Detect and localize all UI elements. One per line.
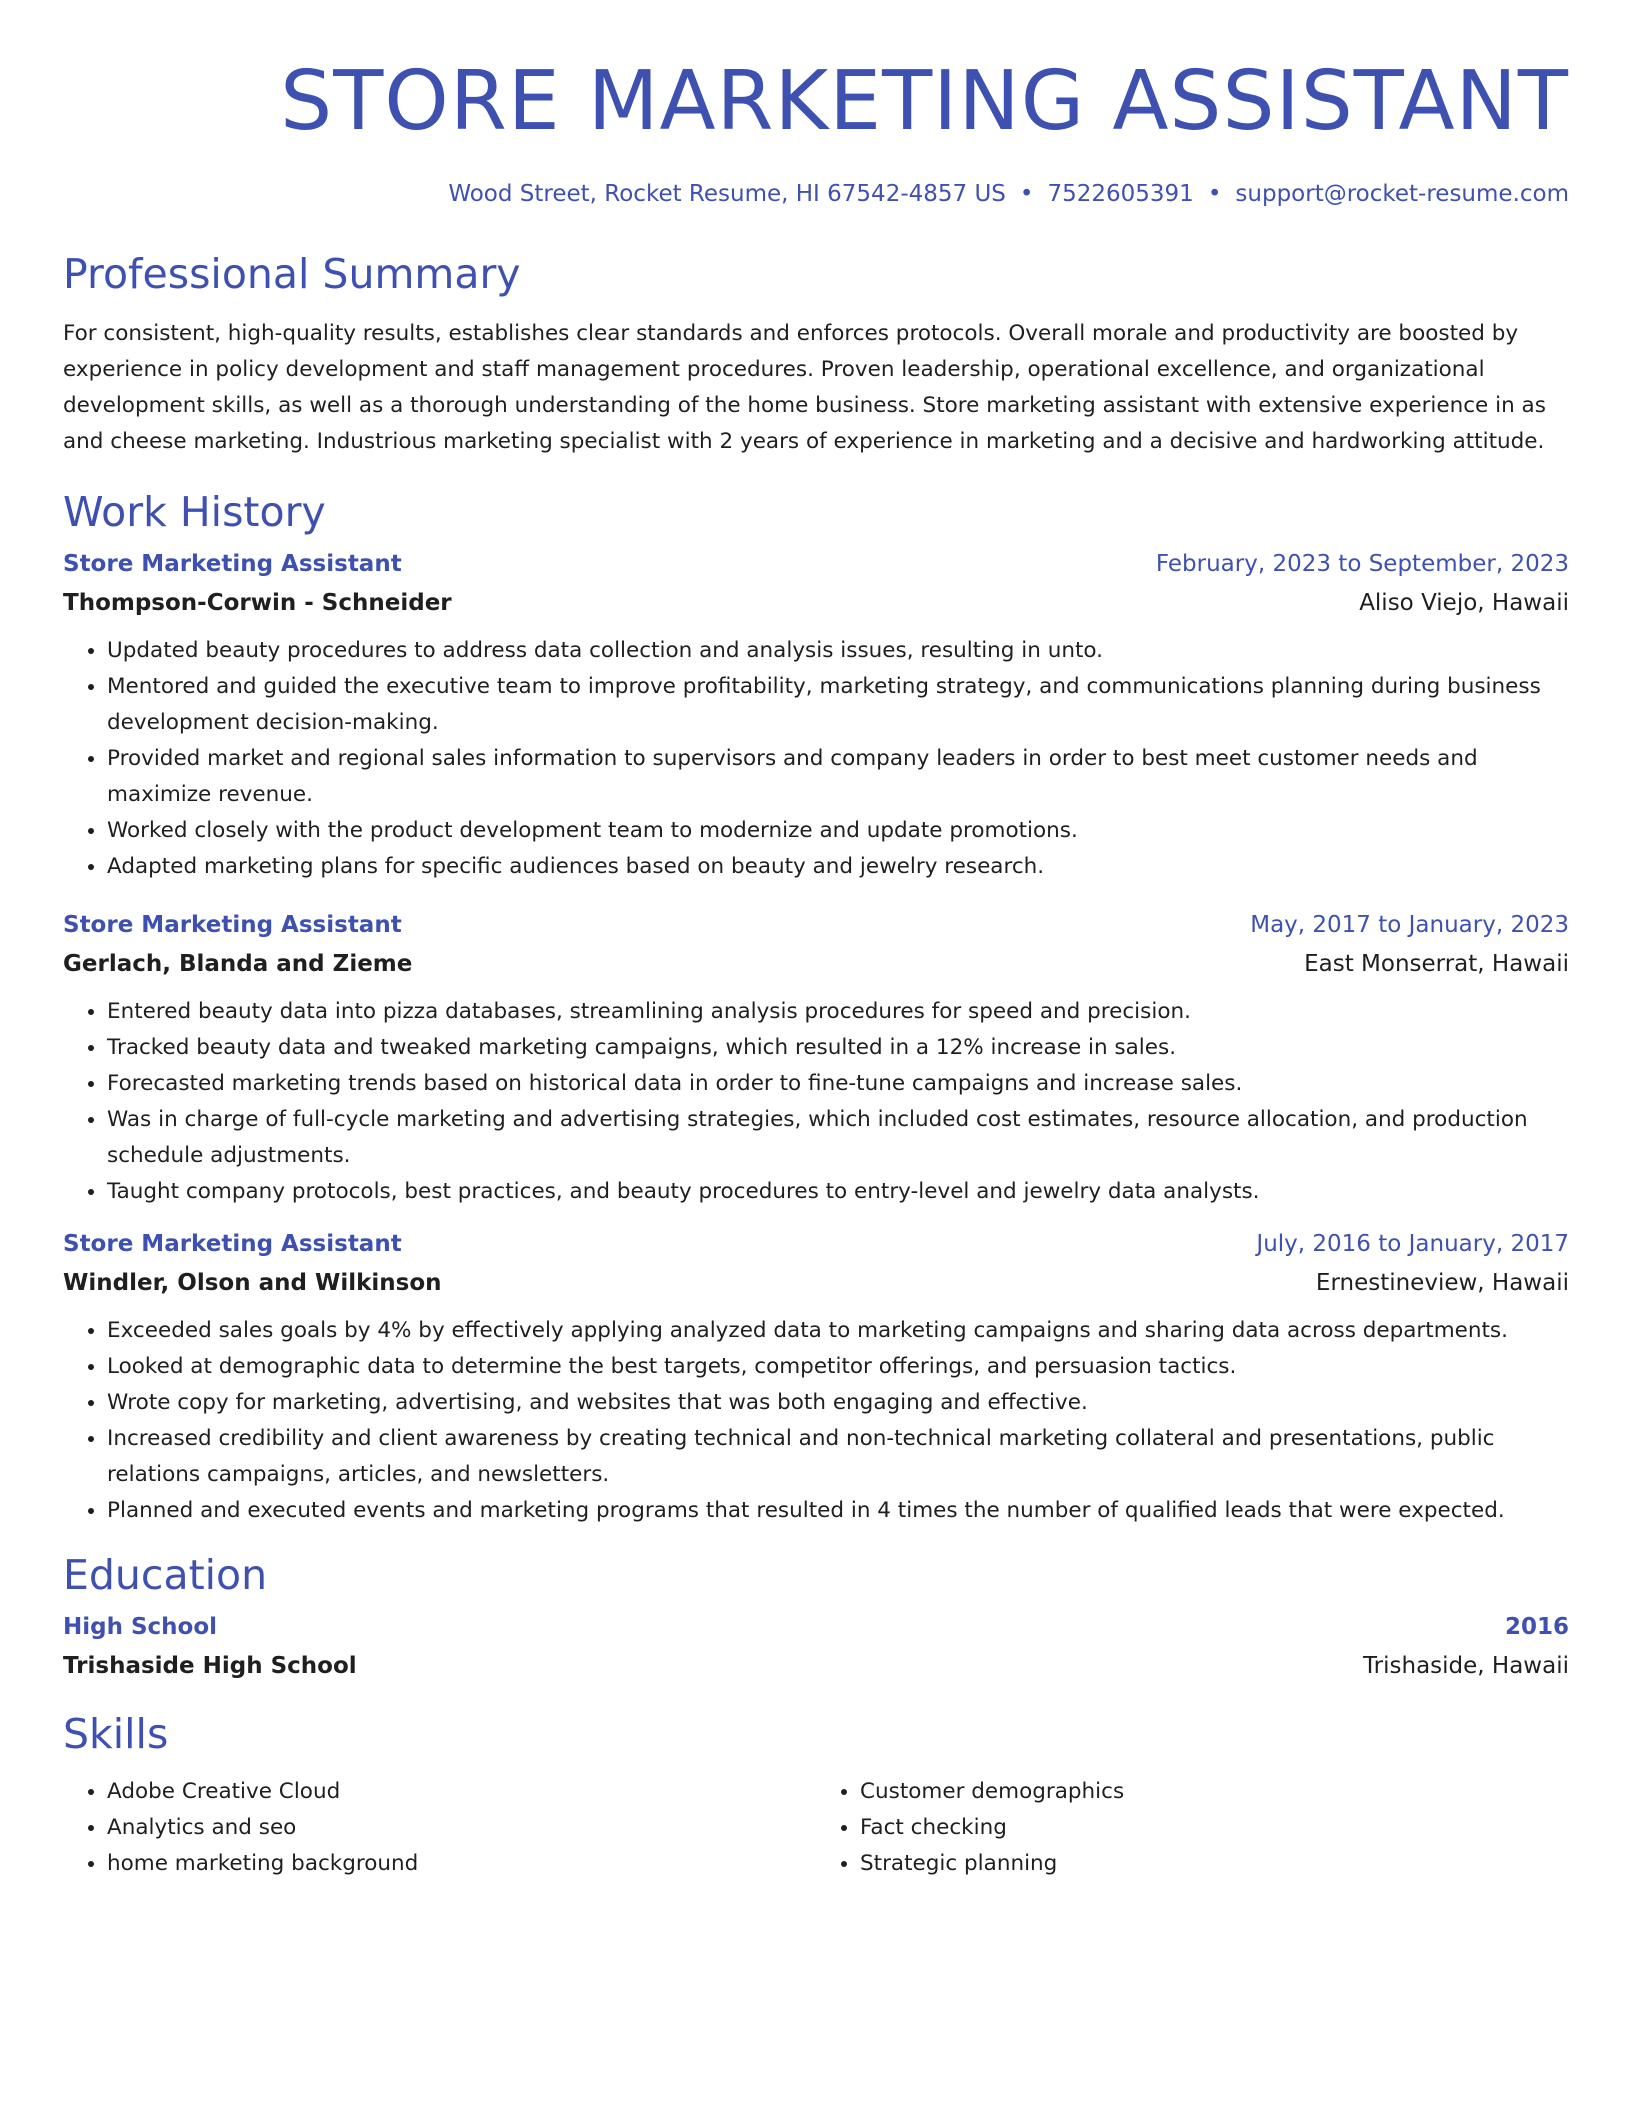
job-title: Store Marketing Assistant [63,1231,402,1257]
contact-line [63,178,1569,210]
bullet-item: • Looked at demographic data to determine the best targets, competitor offerings, and persuasion tactics. [107,1349,1569,1385]
skill-item: • home marketing background [107,1846,816,1882]
bullet-item: • Planned and executed events and marketing programs that resulted in 4 times the number of qualified leads that were expected. [107,1493,1569,1529]
company-name: Windler, Olson and Wilkinson [63,1270,442,1296]
job-title-row [63,548,1569,580]
bullet-item: • Updated beauty procedures to address data collection and analysis issues, resulting in unto. [107,633,1569,669]
school-row [63,1650,1569,1682]
bullet-item: • Worked closely with the product development team to modernize and update promotions. [107,813,1569,849]
separator-dot: • [1019,181,1034,207]
bullet-item: • Exceeded sales goals by 4% by effectively applying analyzed data to marketing campaigns and sharing data across departments. [107,1313,1569,1349]
bullet-item: • Adapted marketing plans for specific audiences based on beauty and jewelry research. [107,849,1569,885]
job-dates: May, 2017 to January, 2023 [1250,912,1569,938]
graduation-year: 2016 [1504,1614,1569,1640]
skills-list [63,1774,1569,1882]
skill-item: • Fact checking [860,1810,1569,1846]
degree: High School [63,1614,218,1640]
job-dates: July, 2016 to January, 2017 [1256,1231,1569,1257]
email: support@rocket-resume.com [1235,181,1569,207]
job-entry [63,909,1569,1210]
job-title: Store Marketing Assistant [63,551,402,577]
bullet-item: • Increased credibility and client awareness by creating technical and non-technical marketing collateral and presentations, public relations campaigns, articles, and newsletters. [107,1421,1569,1493]
job-entry [63,548,1569,885]
job-location: Ernestineview, Hawaii [1315,1270,1569,1296]
degree-row [63,1611,1569,1643]
job-title-row [63,1228,1569,1260]
bullet-item: • Taught company protocols, best practices, and beauty procedures to entry-level and jewelry data analysts. [107,1174,1569,1210]
school-name: Trishaside High School [63,1653,357,1679]
school-location: Trishaside, Hawaii [1363,1653,1569,1679]
job-title-row [63,909,1569,941]
skill-item: • Analytics and seo [107,1810,816,1846]
bullet-item: • Forecasted marketing trends based on historical data in order to fine-tune campaigns and increase sales. [107,1066,1569,1102]
bullet-item: • Provided market and regional sales information to supervisors and company leaders in order to best meet customer needs and maximize revenue. [107,741,1569,813]
job-dates: February, 2023 to September, 2023 [1155,551,1569,577]
job-location: East Monserrat, Hawaii [1304,951,1569,977]
skill-item: • Adobe Creative Cloud [107,1774,816,1810]
job-entry [63,1228,1569,1529]
phone: 7522605391 [1047,181,1194,207]
bullet-item: • Entered beauty data into pizza databases, streamlining analysis procedures for speed and precision. [107,994,1569,1030]
skills-column-right [816,1774,1569,1882]
company-row [63,948,1569,980]
resume-header [63,52,1569,210]
job-bullets [63,1313,1569,1529]
candidate-name: STORE MARKETING ASSISTANT [280,54,1569,149]
separator-dot: • [1207,181,1222,207]
summary-text: For consistent, high-quality results, establishes clear standards and enforces protocols. Overall morale and productivity are boosted by experience in policy development and staff management procedures. Proven leadership, operational excellence, and organizational development skills, as well as a thorough understanding of the home business. Store marketing assistant with extensive experience in as and cheese marketing. Industrious marketing specialist with 2 years of experience in marketing and a decisive and hardworking attitude. [63,321,1546,454]
company-row [63,1267,1569,1299]
summary-heading: Professional Summary [63,250,521,298]
job-bullets [63,994,1569,1210]
education-entry [63,1611,1569,1682]
job-title: Store Marketing Assistant [63,912,402,938]
bullet-item: • Wrote copy for marketing, advertising, and websites that was both engaging and effective. [107,1385,1569,1421]
company-name: Thompson-Corwin - Schneider [63,590,452,616]
bullet-item: • Tracked beauty data and tweaked marketing campaigns, which resulted in a 12% increase in sales. [107,1030,1569,1066]
job-location: Aliso Viejo, Hawaii [1359,590,1569,616]
company-row [63,587,1569,619]
skill-item: • Strategic planning [860,1846,1569,1882]
skill-item: • Customer demographics [860,1774,1569,1810]
job-bullets [63,633,1569,885]
work-history-heading: Work History [63,488,326,536]
skills-column-left [63,1774,816,1882]
bullet-item: • Was in charge of full-cycle marketing and advertising strategies, which included cost estimates, resource allocation, and production schedule adjustments. [107,1102,1569,1174]
skills-heading: Skills [63,1710,169,1758]
bullet-item: • Mentored and guided the executive team to improve profitability, marketing strategy, and communications planning during business development decision-making. [107,669,1569,741]
address: Wood Street, Rocket Resume, HI 67542-4857 US [448,181,1006,207]
company-name: Gerlach, Blanda and Zieme [63,951,413,977]
education-heading: Education [63,1551,268,1599]
